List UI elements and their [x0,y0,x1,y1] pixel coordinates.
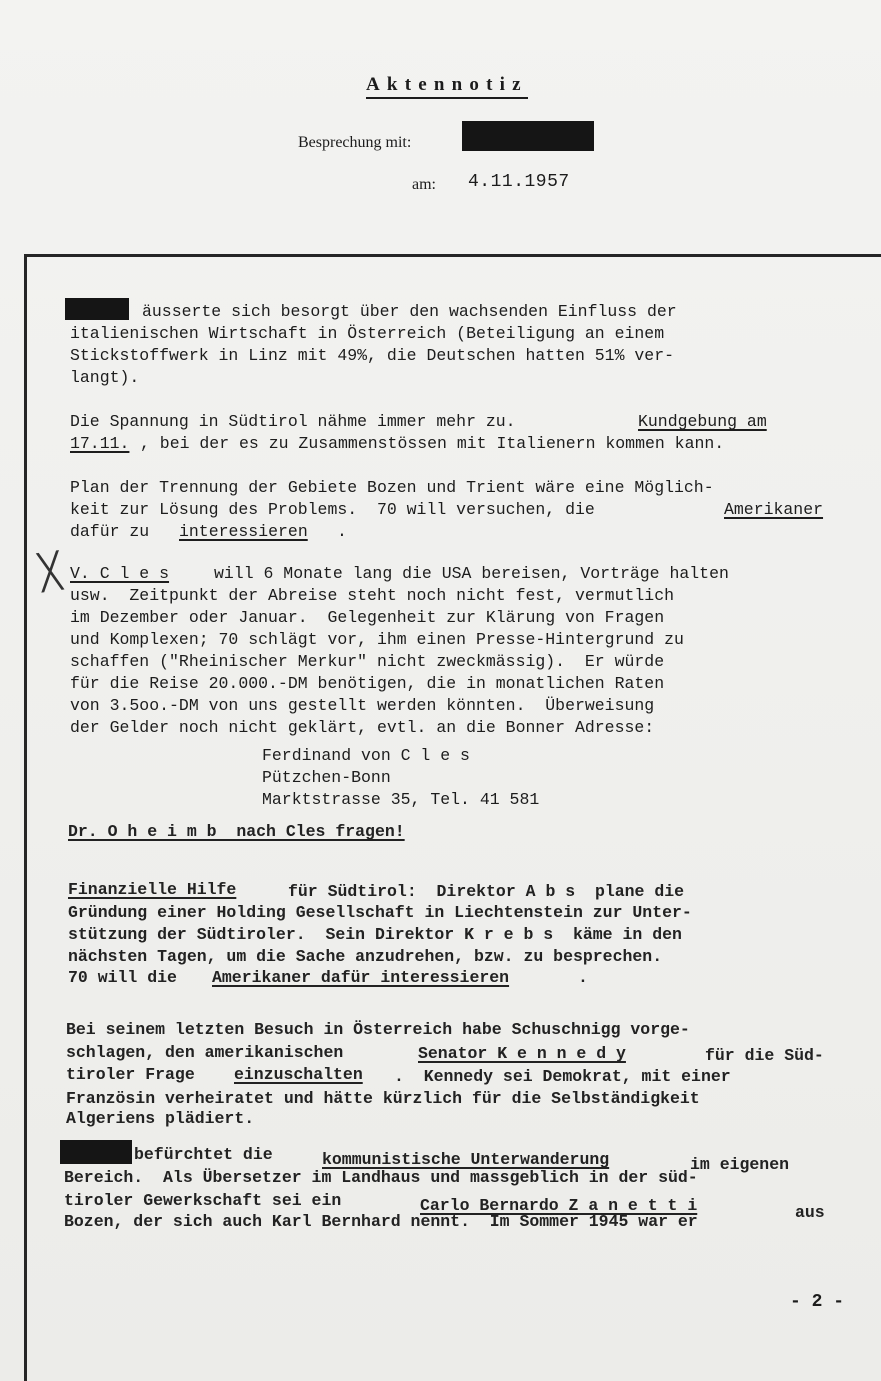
underlined-text: Senator K e n n e d y [418,1044,626,1063]
text-line: keit zur Lösung des Problems. 70 will versuchen, die [70,500,595,519]
underlined-text: interessieren [179,522,308,541]
text-line: Stickstoffwerk in Linz mit 49%, die Deutschen hatten 51% ver- [70,346,674,365]
document-title: Aktennotiz [366,74,528,99]
text-line: dafür zu [70,522,150,541]
underlined-text: Amerikaner [724,500,824,519]
redaction-bar [65,298,129,320]
margin-mark: ╳ [37,550,64,594]
text-line: . [578,968,588,987]
text-line: im eigenen [690,1155,790,1174]
text-line: der Gelder noch nicht geklärt, evtl. an die Bonner Adresse: [70,718,655,737]
text-line: Gründung einer Holding Gesellschaft in Liechtenstein zur Unter- [68,903,692,922]
address-line: Marktstrasse 35, Tel. 41 581 [262,790,540,809]
redaction-bar [462,121,594,151]
text-line: , bei der es zu Zusammenstössen mit Italienern kommen kann. [140,434,725,453]
address-line: Pützchen-Bonn [262,768,391,787]
text-line: Algeriens plädiert. [66,1109,255,1128]
date-value: 4.11.1957 [468,172,570,192]
text-line: Bei seinem letzten Besuch in Österreich habe Schuschnigg vorge- [66,1020,690,1039]
text-line: stützung der Südtiroler. Sein Direktor K r e b s käme in den [68,925,682,944]
text-line: im Dezember oder Januar. Gelegenheit zur Klärung von Fragen [70,608,665,627]
text-line: usw. Zeitpunkt der Abreise steht noch nicht fest, vermutlich [70,586,674,605]
underlined-text: Dr. O h e i m b nach Cles fragen! [68,822,405,841]
text-line: von 3.5oo.-DM von uns gestellt werden könnten. Überweisung [70,696,655,715]
text-line: will 6 Monate lang die USA bereisen, Vorträge halten [214,564,729,583]
text-line: für die Reise 20.000.-DM benötigen, die in monatlichen Raten [70,674,665,693]
text-line: Bereich. Als Übersetzer im Landhaus und massgeblich in der süd- [64,1168,698,1187]
text-line: für Südtirol: Direktor A b s plane die [288,882,685,901]
text-line: italienischen Wirtschaft in Österreich (Beteiligung an einem [70,324,665,343]
address-line: Ferdinand von C l e s [262,746,470,765]
meeting-label: Besprechung mit: [298,134,412,151]
underlined-text: einzuschalten [234,1065,363,1084]
underlined-text: Finanzielle Hilfe [68,880,237,899]
text-line: 70 will die [68,968,177,987]
text-line: äusserte sich besorgt über den wachsenden Einfluss der [142,302,677,321]
date-label: am: [412,176,436,193]
underlined-text: Kundgebung am [638,412,767,431]
text-line: Französin verheiratet und hätte kürzlich für die Selbständigkeit [66,1089,700,1108]
text-line: für die Süd- [705,1046,824,1065]
text-line: tiroler Gewerkschaft sei ein [64,1191,342,1210]
text-line: tiroler Frage [66,1065,195,1084]
text-line: langt). [70,368,140,387]
text-line: . Kennedy sei Demokrat, mit einer [394,1067,731,1086]
text-line: schaffen ("Rheinischer Merkur" nicht zweckmässig). Er würde [70,652,665,671]
underlined-text: 17.11. [70,434,130,453]
text-line: Plan der Trennung der Gebiete Bozen und Trient wäre eine Möglich- [70,478,714,497]
text-line: Die Spannung in Südtirol nähme immer mehr zu. [70,412,516,431]
text-line: befürchtet die [134,1145,273,1164]
text-line: . [337,522,347,541]
underlined-text: Amerikaner dafür interessieren [212,968,510,987]
underlined-text: kommunistische Unterwanderung [322,1150,610,1169]
underlined-text: V. C l e s [70,564,170,583]
text-line: Bozen, der sich auch Karl Bernhard nennt. Im Sommer 1945 war er [64,1212,698,1231]
text-line: und Komplexen; 70 schlägt vor, ihm einen Presse-Hintergrund zu [70,630,684,649]
text-line: nächsten Tagen, um die Sache anzudrehen, bzw. zu besprechen. [68,947,663,966]
text-line: aus [795,1203,825,1222]
page-number: - 2 - [790,1292,845,1312]
text-line: schlagen, den amerikanischen [66,1043,344,1062]
underlined-text: Carlo Bernardo Z a n e t t i [420,1196,698,1215]
redaction-bar [60,1140,132,1164]
